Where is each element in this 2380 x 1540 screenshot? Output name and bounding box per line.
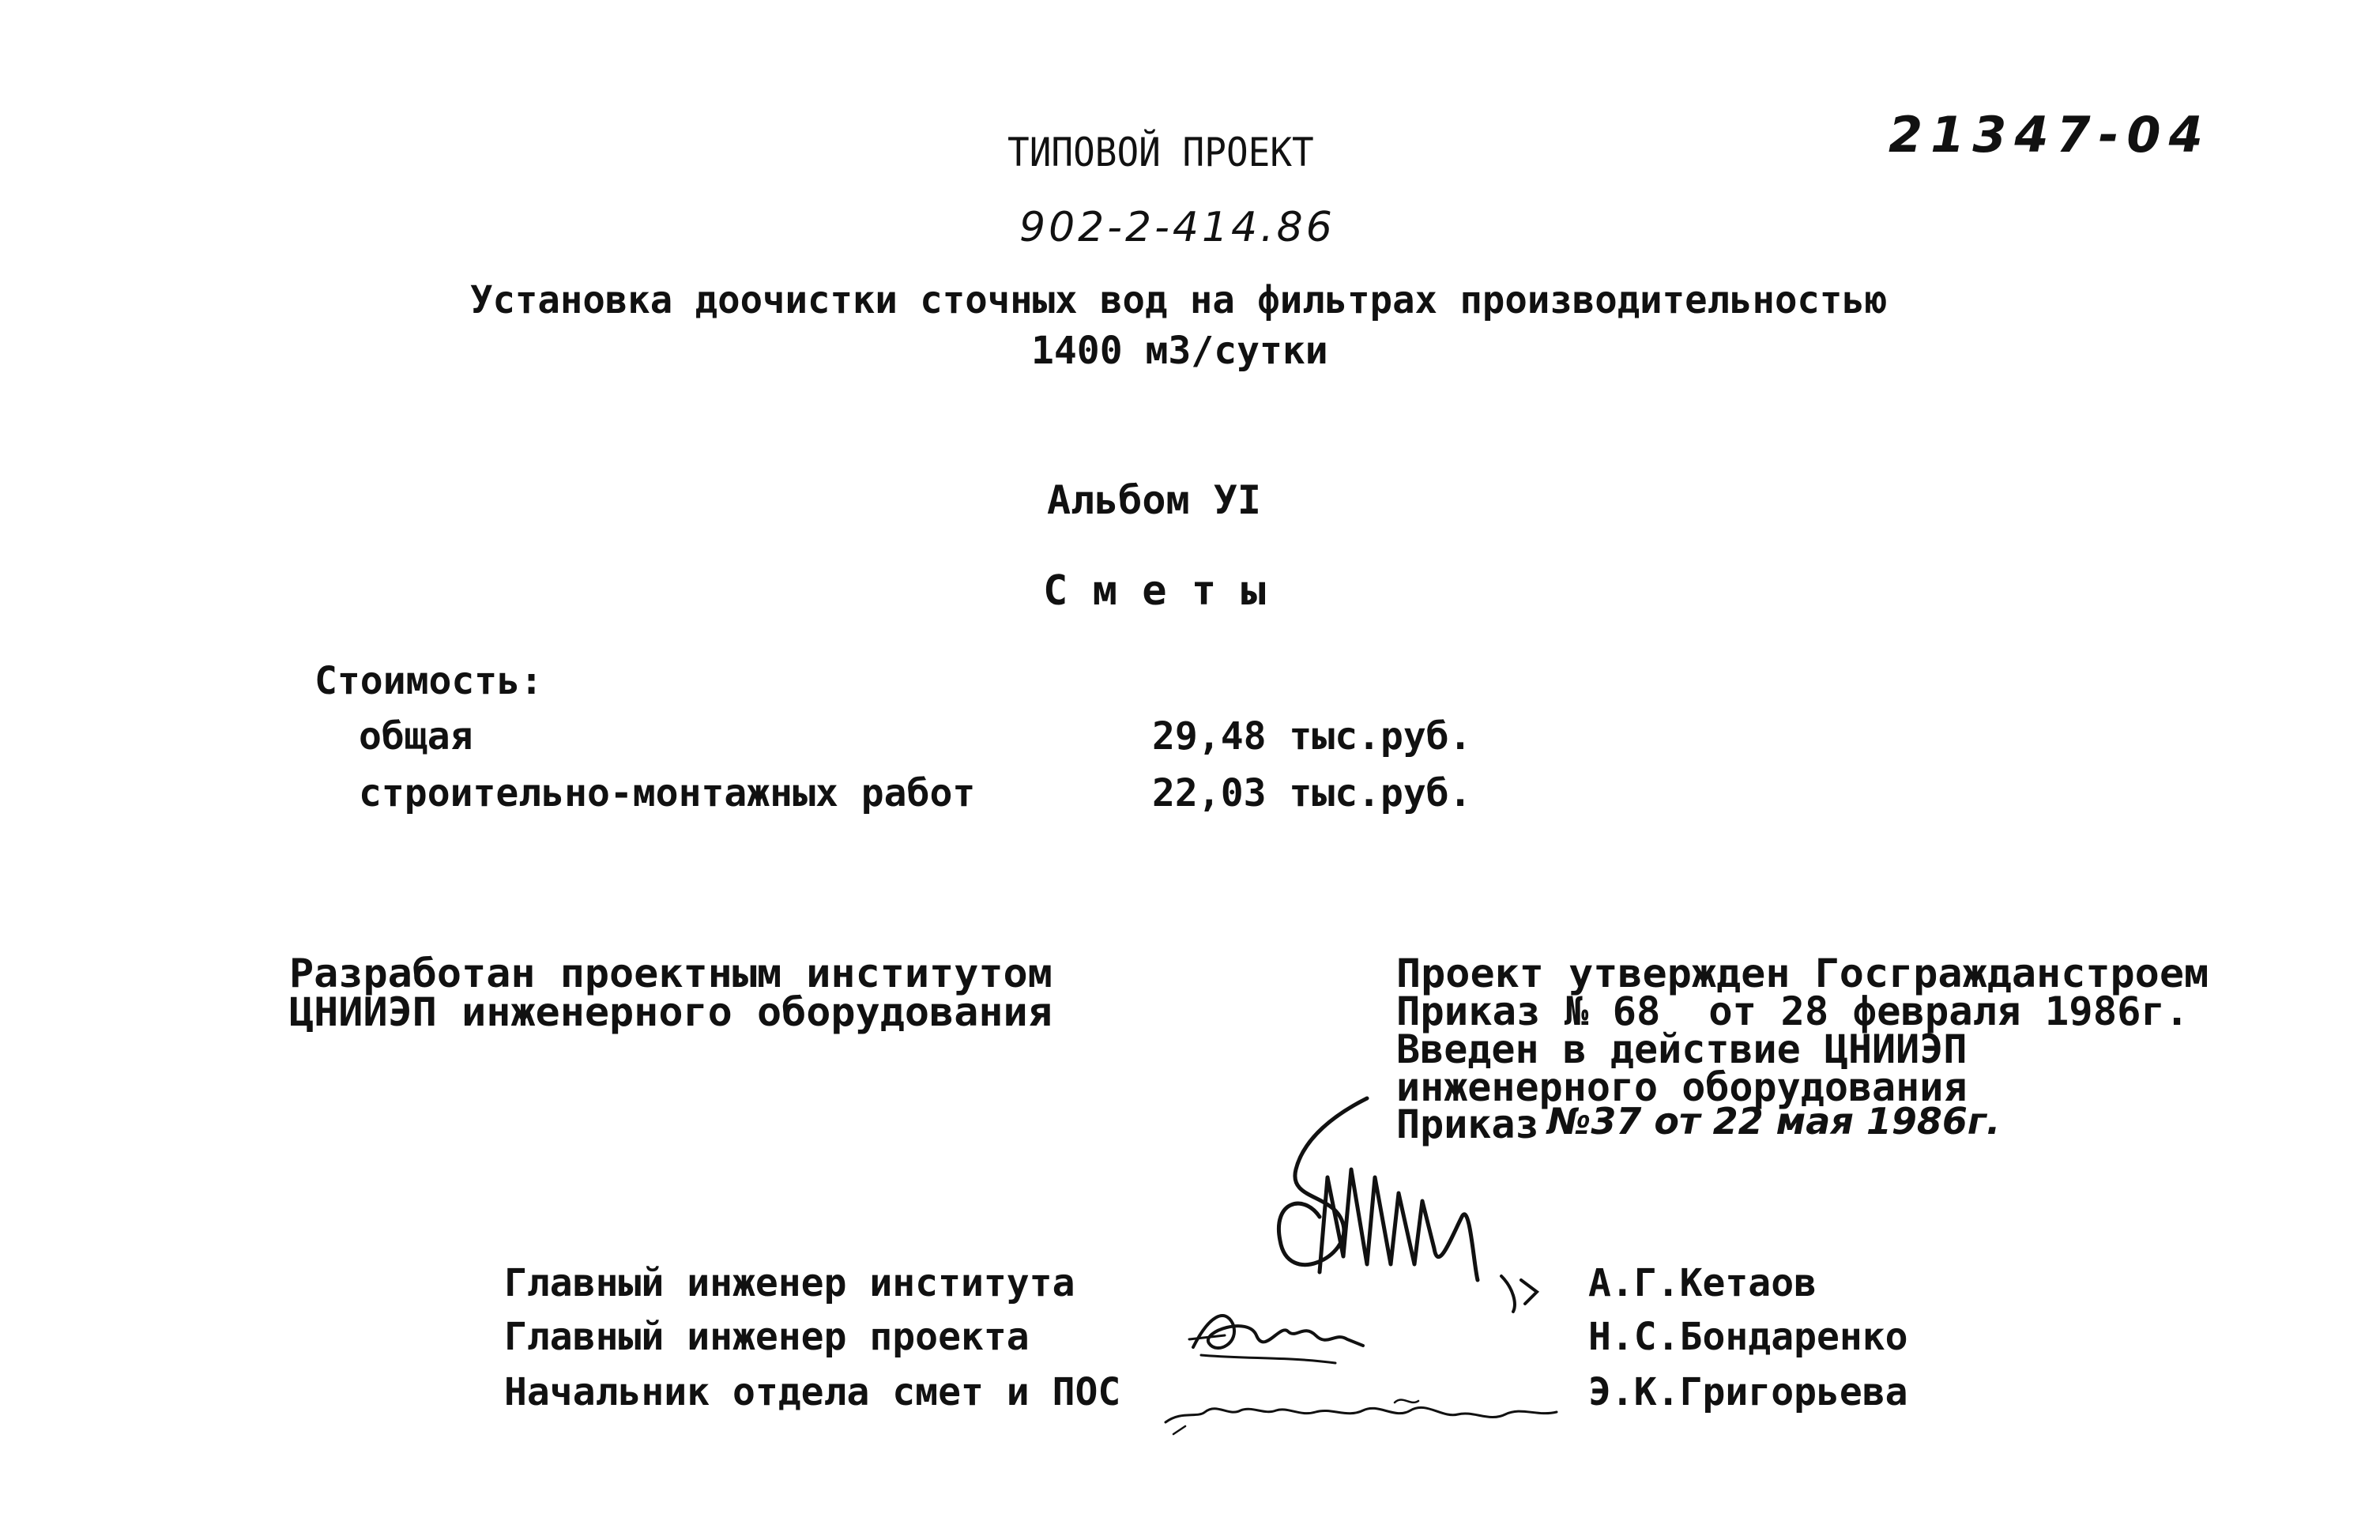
cost-total-value: 29,48 тыс.руб. — [1152, 714, 1472, 759]
approval-line-1: Проект утвержден Госгражданстроем — [1396, 951, 2209, 996]
developer-line-2: ЦНИИЭП инженерного оборудования — [289, 989, 1053, 1035]
cost-heading: Стоимость: — [314, 659, 543, 703]
approval-line-4: инженерного оборудования — [1396, 1064, 1968, 1110]
approval-line-5-prefix: Приказ — [1396, 1101, 1563, 1147]
signature-head-estimates — [1158, 1371, 1568, 1442]
signature-chief-engineer-institute — [1241, 1083, 1572, 1320]
approval-line-2: Приказ № 68 от 28 февраля 1986г. — [1396, 988, 2190, 1034]
cost-construction-value: 22,03 тыс.руб. — [1152, 771, 1472, 815]
signature-chief-engineer-project — [1177, 1300, 1375, 1371]
cost-construction-label: строительно-монтажных работ — [359, 771, 976, 815]
approval-order-handwritten: №37 от 22 мая 1986г. — [1547, 1100, 2001, 1143]
developer-line-1: Разработан проектным институтом — [289, 951, 1053, 996]
project-title-line-1: Установка доочистки сточных вод на фильтрах производительностью — [470, 278, 1888, 322]
approval-line-3: Введен в действие ЦНИИЭП — [1396, 1026, 1968, 1072]
signatory-role-1: Главный инженер института — [504, 1261, 1075, 1305]
signatory-name-3: Э.К.Григорьева — [1588, 1370, 1908, 1414]
project-type-label: ТИПОВОЙ ПРОЕКТ — [1007, 130, 1314, 175]
project-number: 902-2-414.86 — [1019, 204, 1335, 251]
archive-number: 21347-04 — [1889, 106, 2211, 164]
signatory-name-2: Н.С.Бондаренко — [1588, 1315, 1908, 1359]
cost-total-label: общая — [359, 714, 473, 759]
signatory-name-1: А.Г.Кетаов — [1588, 1261, 1817, 1305]
album-number: Альбом УI — [1047, 477, 1261, 523]
signatory-role-3: Начальник отдела смет и ПОС — [504, 1370, 1121, 1414]
section-title: С м е т ы — [1043, 567, 1266, 615]
signatory-role-2: Главный инженер проекта — [504, 1315, 1030, 1359]
project-title-line-2: 1400 м3/сутки — [1031, 329, 1328, 373]
